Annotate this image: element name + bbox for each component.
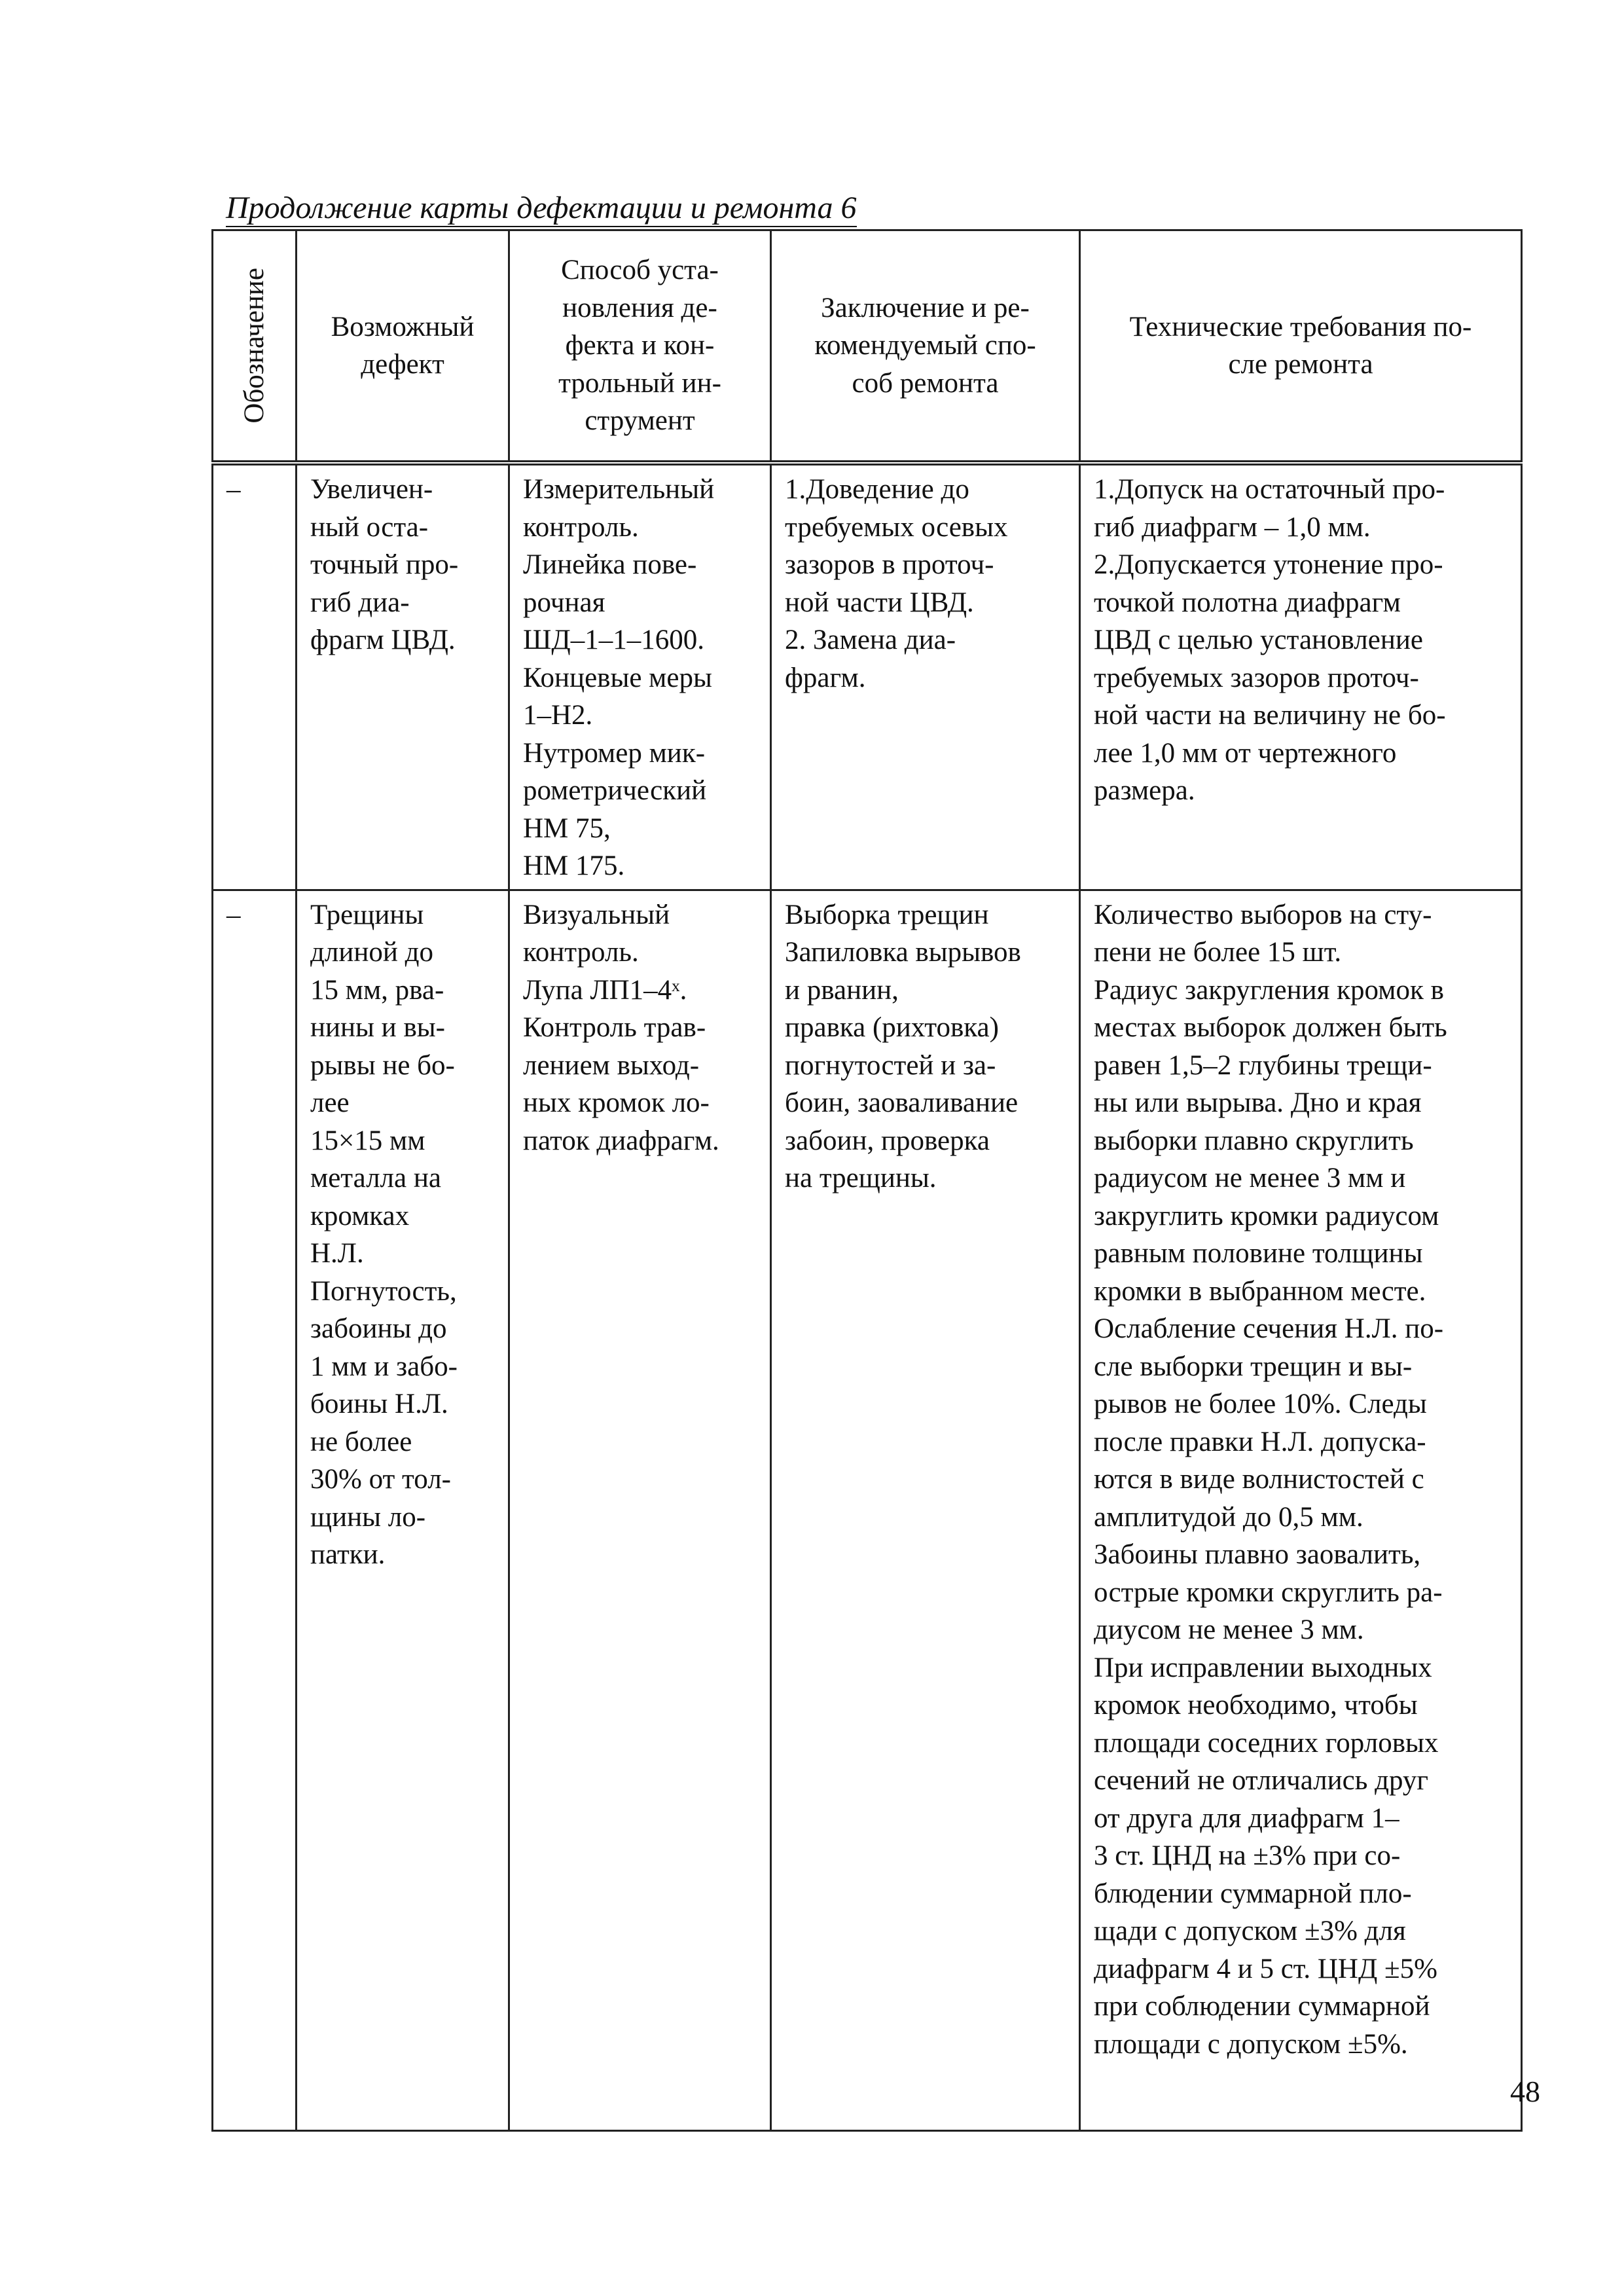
text-line: щины ло- bbox=[310, 1501, 426, 1533]
text-line: от друга для диафрагм 1– bbox=[1094, 1802, 1399, 1834]
text-line: зазоров в проточ- bbox=[785, 549, 994, 580]
text-line: диафрагм 4 и 5 ст. ЦНД ±5% bbox=[1094, 1953, 1437, 1984]
text-line: ной части ЦВД. bbox=[785, 587, 974, 618]
table-row bbox=[213, 463, 1522, 890]
text-line: лее bbox=[310, 1087, 350, 1118]
text-line: Линейка пове- bbox=[523, 549, 697, 580]
text-line: рывов не более 10%. Следы bbox=[1094, 1389, 1427, 1419]
text-line: погнутостей и за- bbox=[785, 1049, 996, 1081]
cell-defect bbox=[297, 463, 509, 890]
text-line: 2.Допускается утонение про- bbox=[1094, 549, 1443, 580]
text-line: Нутромер мик- bbox=[523, 737, 706, 769]
text-line: при соблюдении суммарной bbox=[1094, 1991, 1430, 2022]
text-line: При исправлении выходных bbox=[1094, 1652, 1432, 1683]
text-line: трольный ин- bbox=[558, 367, 721, 399]
text-line: Визуальный bbox=[523, 899, 670, 930]
text-line: 30% от тол- bbox=[310, 1464, 451, 1495]
text-line: равен 1,5–2 глубины трещи- bbox=[1094, 1049, 1432, 1081]
cell-conclusion bbox=[771, 463, 1080, 890]
text-line: Лупа ЛП1–4ˣ. bbox=[523, 974, 687, 1006]
text-line: Технические требования по- bbox=[1129, 311, 1472, 342]
text-line: площади соседних горловых bbox=[1094, 1727, 1439, 1758]
text-line: длиной до bbox=[310, 937, 433, 968]
text-line: рочная bbox=[523, 587, 605, 618]
cell-designation: – bbox=[213, 463, 297, 890]
text-line: забоины до bbox=[310, 1313, 447, 1344]
text-line: Выборка трещин bbox=[785, 899, 989, 930]
cell-requirements bbox=[1080, 890, 1522, 2130]
text-line: Н.Л. bbox=[310, 1238, 364, 1269]
text-line: НМ 175. bbox=[523, 850, 625, 881]
table-caption: Продолжение карты дефектации и ремонта 6 bbox=[226, 190, 857, 227]
text-line: 1.Доведение до bbox=[785, 474, 969, 505]
text-line: точный про- bbox=[310, 549, 459, 580]
text-line: Заключение и ре- bbox=[821, 292, 1030, 323]
text-line: ЦВД с целью установление bbox=[1094, 625, 1423, 655]
page-number: 48 bbox=[1510, 2075, 1540, 2108]
text-line: фрагм. bbox=[785, 662, 866, 693]
text-line: боин, заоваливание bbox=[785, 1087, 1019, 1118]
text-line: ются в виде волнистостей с bbox=[1094, 1464, 1424, 1495]
text-line: гиб диа- bbox=[310, 587, 410, 618]
text-line: размера. bbox=[1094, 775, 1195, 806]
text-line: и рванин, bbox=[785, 974, 899, 1006]
cell-conclusion bbox=[771, 890, 1080, 2130]
header-method bbox=[509, 230, 771, 464]
text-line: требуемых зазоров проточ- bbox=[1094, 662, 1419, 693]
text-line: лее 1,0 мм от чертежного bbox=[1094, 737, 1397, 769]
text-line: дефект bbox=[361, 349, 444, 380]
text-line: Концевые меры bbox=[523, 662, 712, 693]
defect-repair-table bbox=[211, 229, 1523, 2132]
cell-designation: – bbox=[213, 890, 297, 2130]
text-line: струмент bbox=[585, 405, 695, 437]
text-line: комендуемый спо- bbox=[814, 330, 1036, 361]
table-row bbox=[213, 890, 1522, 2130]
text-line: Измерительный bbox=[523, 474, 715, 505]
text-line: 1 мм и забо- bbox=[310, 1351, 458, 1382]
text-line: 3 ст. ЦНД на ±3% при со- bbox=[1094, 1840, 1401, 1871]
text-line: Количество выборов на сту- bbox=[1094, 899, 1432, 930]
text-line: 15×15 мм bbox=[310, 1125, 425, 1156]
text-line: Погнутость, bbox=[310, 1275, 457, 1307]
text-line: паток диафрагм. bbox=[523, 1125, 719, 1156]
header-designation: Обозначение bbox=[213, 230, 297, 464]
text-line: амплитудой до 0,5 мм. bbox=[1094, 1501, 1363, 1533]
text-line: рометрический bbox=[523, 775, 707, 806]
text-line: Способ уста- bbox=[561, 255, 719, 286]
text-line: Ослабление сечения Н.Л. по- bbox=[1094, 1313, 1444, 1344]
text-line: сле выборки трещин и вы- bbox=[1094, 1351, 1413, 1382]
text-line: фекта и кон- bbox=[565, 330, 715, 361]
text-line: закруглить кромки радиусом bbox=[1094, 1200, 1439, 1231]
text-line: патки. bbox=[310, 1539, 386, 1570]
text-line: точкой полотна диафрагм bbox=[1094, 587, 1401, 618]
cell-requirements bbox=[1080, 463, 1522, 890]
text-line: ный оста- bbox=[310, 511, 429, 543]
cell-defect bbox=[297, 890, 509, 2130]
text-line: Забоины плавно заовалить, bbox=[1094, 1539, 1421, 1570]
text-line: правка (рихтовка) bbox=[785, 1012, 999, 1043]
text-line: НМ 75, bbox=[523, 812, 611, 844]
text-line: забоин, проверка bbox=[785, 1125, 990, 1156]
text-line: Запиловка вырывов bbox=[785, 937, 1021, 968]
text-line: ны или вырыва. Дно и края bbox=[1094, 1087, 1422, 1118]
text-line: соб ремонта bbox=[852, 367, 999, 399]
text-line: 1–Н2. bbox=[523, 700, 593, 731]
text-line: новления де- bbox=[562, 292, 717, 323]
text-line: гиб диафрагм – 1,0 мм. bbox=[1094, 511, 1371, 543]
text-line: диусом не менее 3 мм. bbox=[1094, 1614, 1364, 1645]
text-line: местах выборок должен быть bbox=[1094, 1012, 1447, 1043]
text-line: 15 мм, рва- bbox=[310, 974, 444, 1006]
text-line: кромках bbox=[310, 1200, 410, 1231]
text-line: металла на bbox=[310, 1163, 441, 1194]
text-line: сечений не отличались друг bbox=[1094, 1765, 1429, 1796]
table-header-row bbox=[213, 230, 1522, 464]
text-line: рывы не бо- bbox=[310, 1049, 455, 1081]
text-line: боины Н.Л. bbox=[310, 1389, 448, 1419]
text-line: нины и вы- bbox=[310, 1012, 445, 1043]
text-line: радиусом не менее 3 мм и bbox=[1094, 1163, 1406, 1194]
text-line: ШД–1–1–1600. bbox=[523, 625, 704, 655]
text-line: равным половине толщины bbox=[1094, 1238, 1423, 1269]
text-line: ных кромок ло- bbox=[523, 1087, 710, 1118]
text-line: Радиус закругления кромок в bbox=[1094, 974, 1444, 1006]
text-line: 1.Допуск на остаточный про- bbox=[1094, 474, 1445, 505]
text-line: после правки Н.Л. допуска- bbox=[1094, 1426, 1426, 1457]
text-line: Увеличен- bbox=[310, 474, 433, 505]
text-line: 2. Замена диа- bbox=[785, 625, 956, 655]
text-line: Контроль трав- bbox=[523, 1012, 706, 1043]
cell-method bbox=[509, 463, 771, 890]
text-line: контроль. bbox=[523, 511, 639, 543]
text-line: лением выход- bbox=[523, 1049, 700, 1081]
text-line: блюдении суммарной пло- bbox=[1094, 1878, 1412, 1909]
cell-method bbox=[509, 890, 771, 2130]
text-line: выборки плавно скруглить bbox=[1094, 1125, 1414, 1156]
header-defect bbox=[297, 230, 509, 464]
text-line: сле ремонта bbox=[1228, 349, 1373, 380]
text-line: требуемых осевых bbox=[785, 511, 1008, 543]
text-line: острые кромки скруглить ра- bbox=[1094, 1576, 1443, 1608]
text-line: пени не более 15 шт. bbox=[1094, 937, 1342, 968]
text-line: фрагм ЦВД. bbox=[310, 625, 456, 655]
text-line: Трещины bbox=[310, 899, 424, 930]
text-line: не более bbox=[310, 1426, 412, 1457]
text-line: контроль. bbox=[523, 937, 639, 968]
text-line: щади с допуском ±3% для bbox=[1094, 1916, 1406, 1946]
header-requirements bbox=[1080, 230, 1522, 464]
text-line: на трещины. bbox=[785, 1163, 937, 1194]
text-line: ной части на величину не бо- bbox=[1094, 700, 1446, 731]
text-line: площади с допуском ±5%. bbox=[1094, 2028, 1408, 2060]
text-line: Возможный bbox=[331, 311, 475, 342]
header-conclusion bbox=[771, 230, 1080, 464]
text-line: кромок необходимо, чтобы bbox=[1094, 1690, 1418, 1721]
text-line: кромки в выбранном месте. bbox=[1094, 1275, 1426, 1307]
